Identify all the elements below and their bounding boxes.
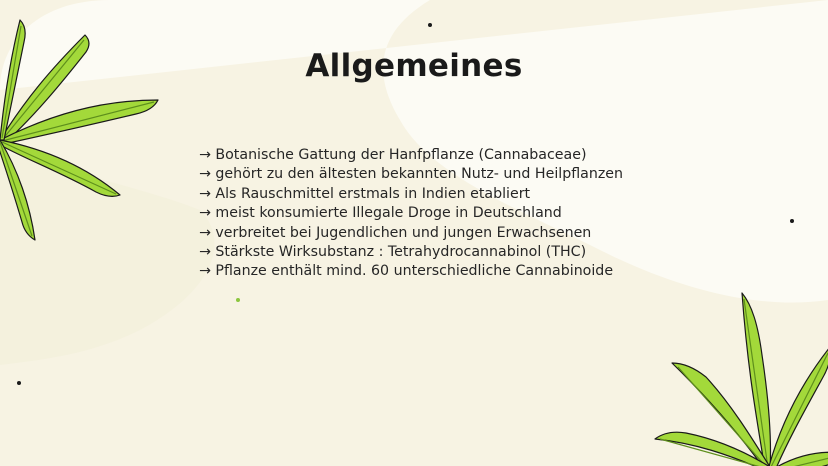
slide-title: Allgemeines (305, 48, 523, 84)
decorative-dot (236, 298, 240, 302)
bullet-item: → verbreitet bei Jugendlichen und jungen Erwachsenen (199, 224, 592, 241)
bullet-item: → meist konsumierte Illegale Droge in Deutschland (199, 205, 562, 222)
decorative-dot (17, 381, 21, 385)
decorative-dot (790, 219, 794, 223)
bullet-item: → gehört zu den ältesten bekannten Nutz- und Heilpflanzen (199, 166, 623, 183)
bullet-item: → Pflanze enthält mind. 60 unterschiedliche Cannabinoide (199, 263, 614, 280)
bullet-list (199, 146, 623, 282)
bullet-item: → Als Rauschmittel erstmals in Indien etabliert (199, 185, 531, 202)
cannabis-leaf-icon (630, 285, 828, 466)
bullet-item: → Stärkste Wirksubstanz : Tetrahydrocannabinol (THC) (199, 244, 587, 261)
bullet-item: → Botanische Gattung der Hanfpflanze (Cannabaceae) (199, 147, 587, 163)
cannabis-leaf-icon (0, 0, 180, 270)
decorative-dot (428, 23, 432, 27)
